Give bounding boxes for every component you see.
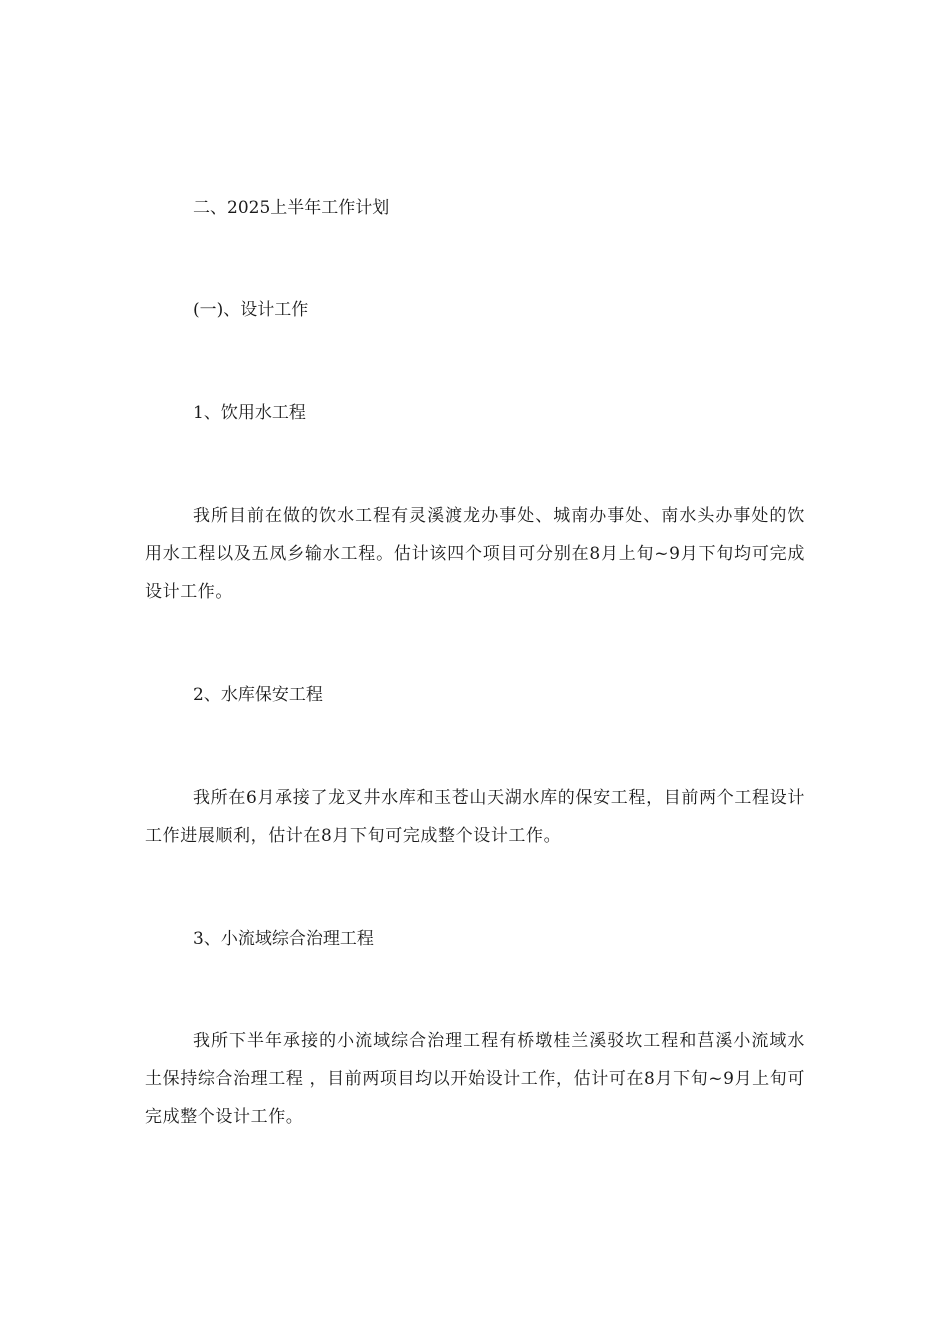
item-heading-3: 3、小流域综合治理工程 xyxy=(193,929,374,949)
section-title: 二、2025上半年工作计划 xyxy=(193,198,390,218)
item-heading-2: 2、水库保安工程 xyxy=(193,685,323,705)
subsection-title: (一)、设计工作 xyxy=(193,300,309,320)
item-body-2: 我所在6月承接了龙叉井水库和玉苍山天湖水库的保安工程，目前两个工程设计工作进展顺利，估计在8月下旬可完成整个设计工作。 xyxy=(145,788,805,846)
item-body-1: 我所目前在做的饮水工程有灵溪渡龙办事处、城南办事处、南水头办事处的饮用水工程以及五凤乡输水工程。估计该四个项目可分别在8月上旬~9月下旬均可完成设计工作。 xyxy=(145,506,805,602)
item-heading-1: 1、饮用水工程 xyxy=(193,403,306,423)
item-body-3: 我所下半年承接的小流域综合治理工程有桥墩桂兰溪驳坎工程和莒溪小流域水土保持综合治理工程 ，目前两项目均以开始设计工作，估计可在8月下旬~9月上旬可完成整个设计工作。 xyxy=(145,1031,805,1127)
